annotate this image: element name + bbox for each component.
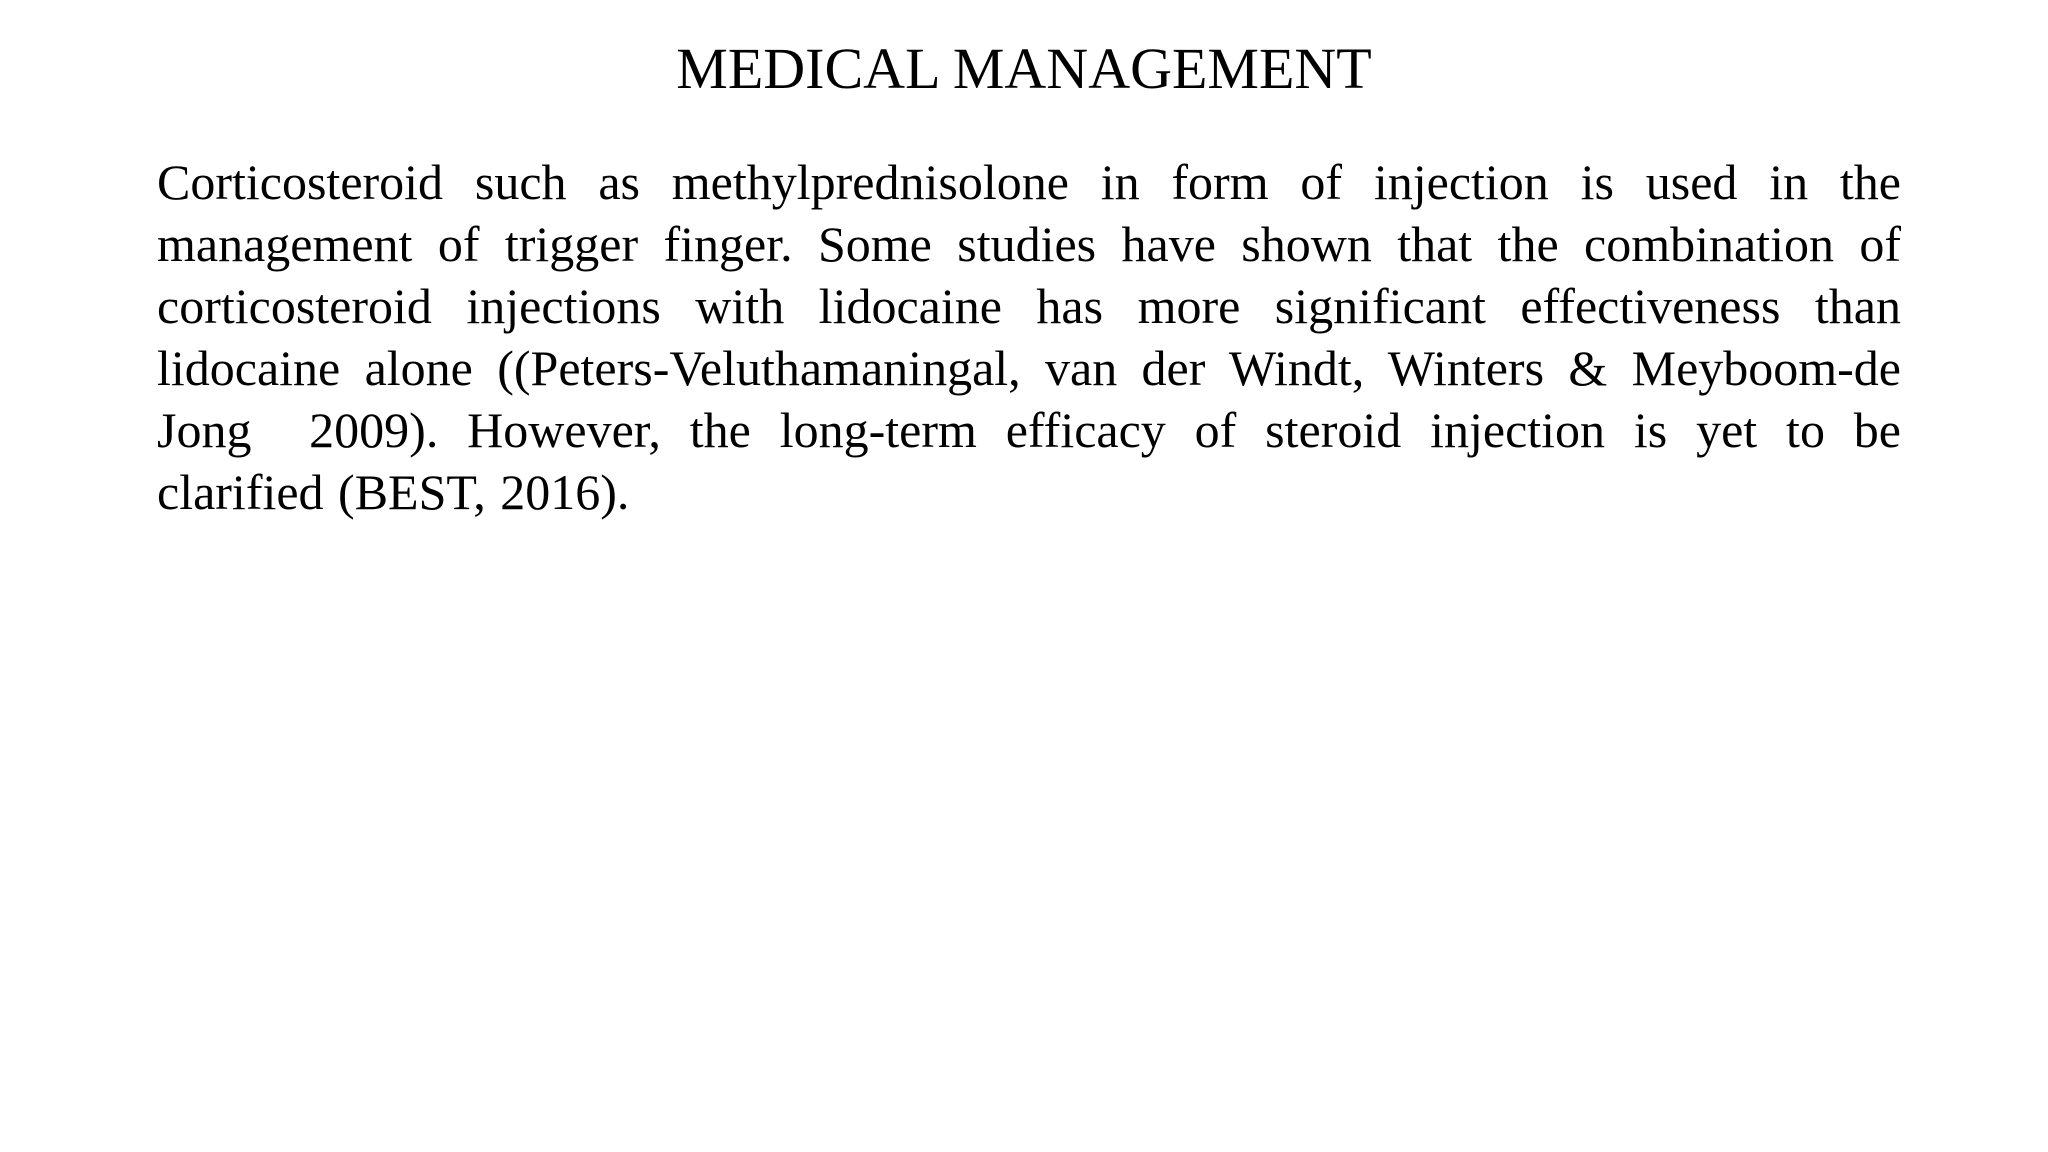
body-line: clarified (BEST, 2016). — [157, 464, 630, 520]
body-line: Jong 2009). However, the long-term efficacy of steroid injection is yet to be — [157, 402, 1901, 458]
body-line: corticosteroid injections with lidocaine has more significant effectiveness than — [157, 278, 1901, 334]
slide-body-text — [157, 151, 1901, 523]
slide-title: MEDICAL MANAGEMENT — [676, 36, 1372, 101]
body-line: lidocaine alone ((Peters-Veluthamaningal, van der Windt, Winters & Meyboom-de — [157, 340, 1901, 396]
body-line: management of trigger finger. Some studies have shown that the combination of — [157, 216, 1901, 272]
body-line: Corticosteroid such as methylprednisolone in form of injection is used in the — [157, 154, 1901, 210]
